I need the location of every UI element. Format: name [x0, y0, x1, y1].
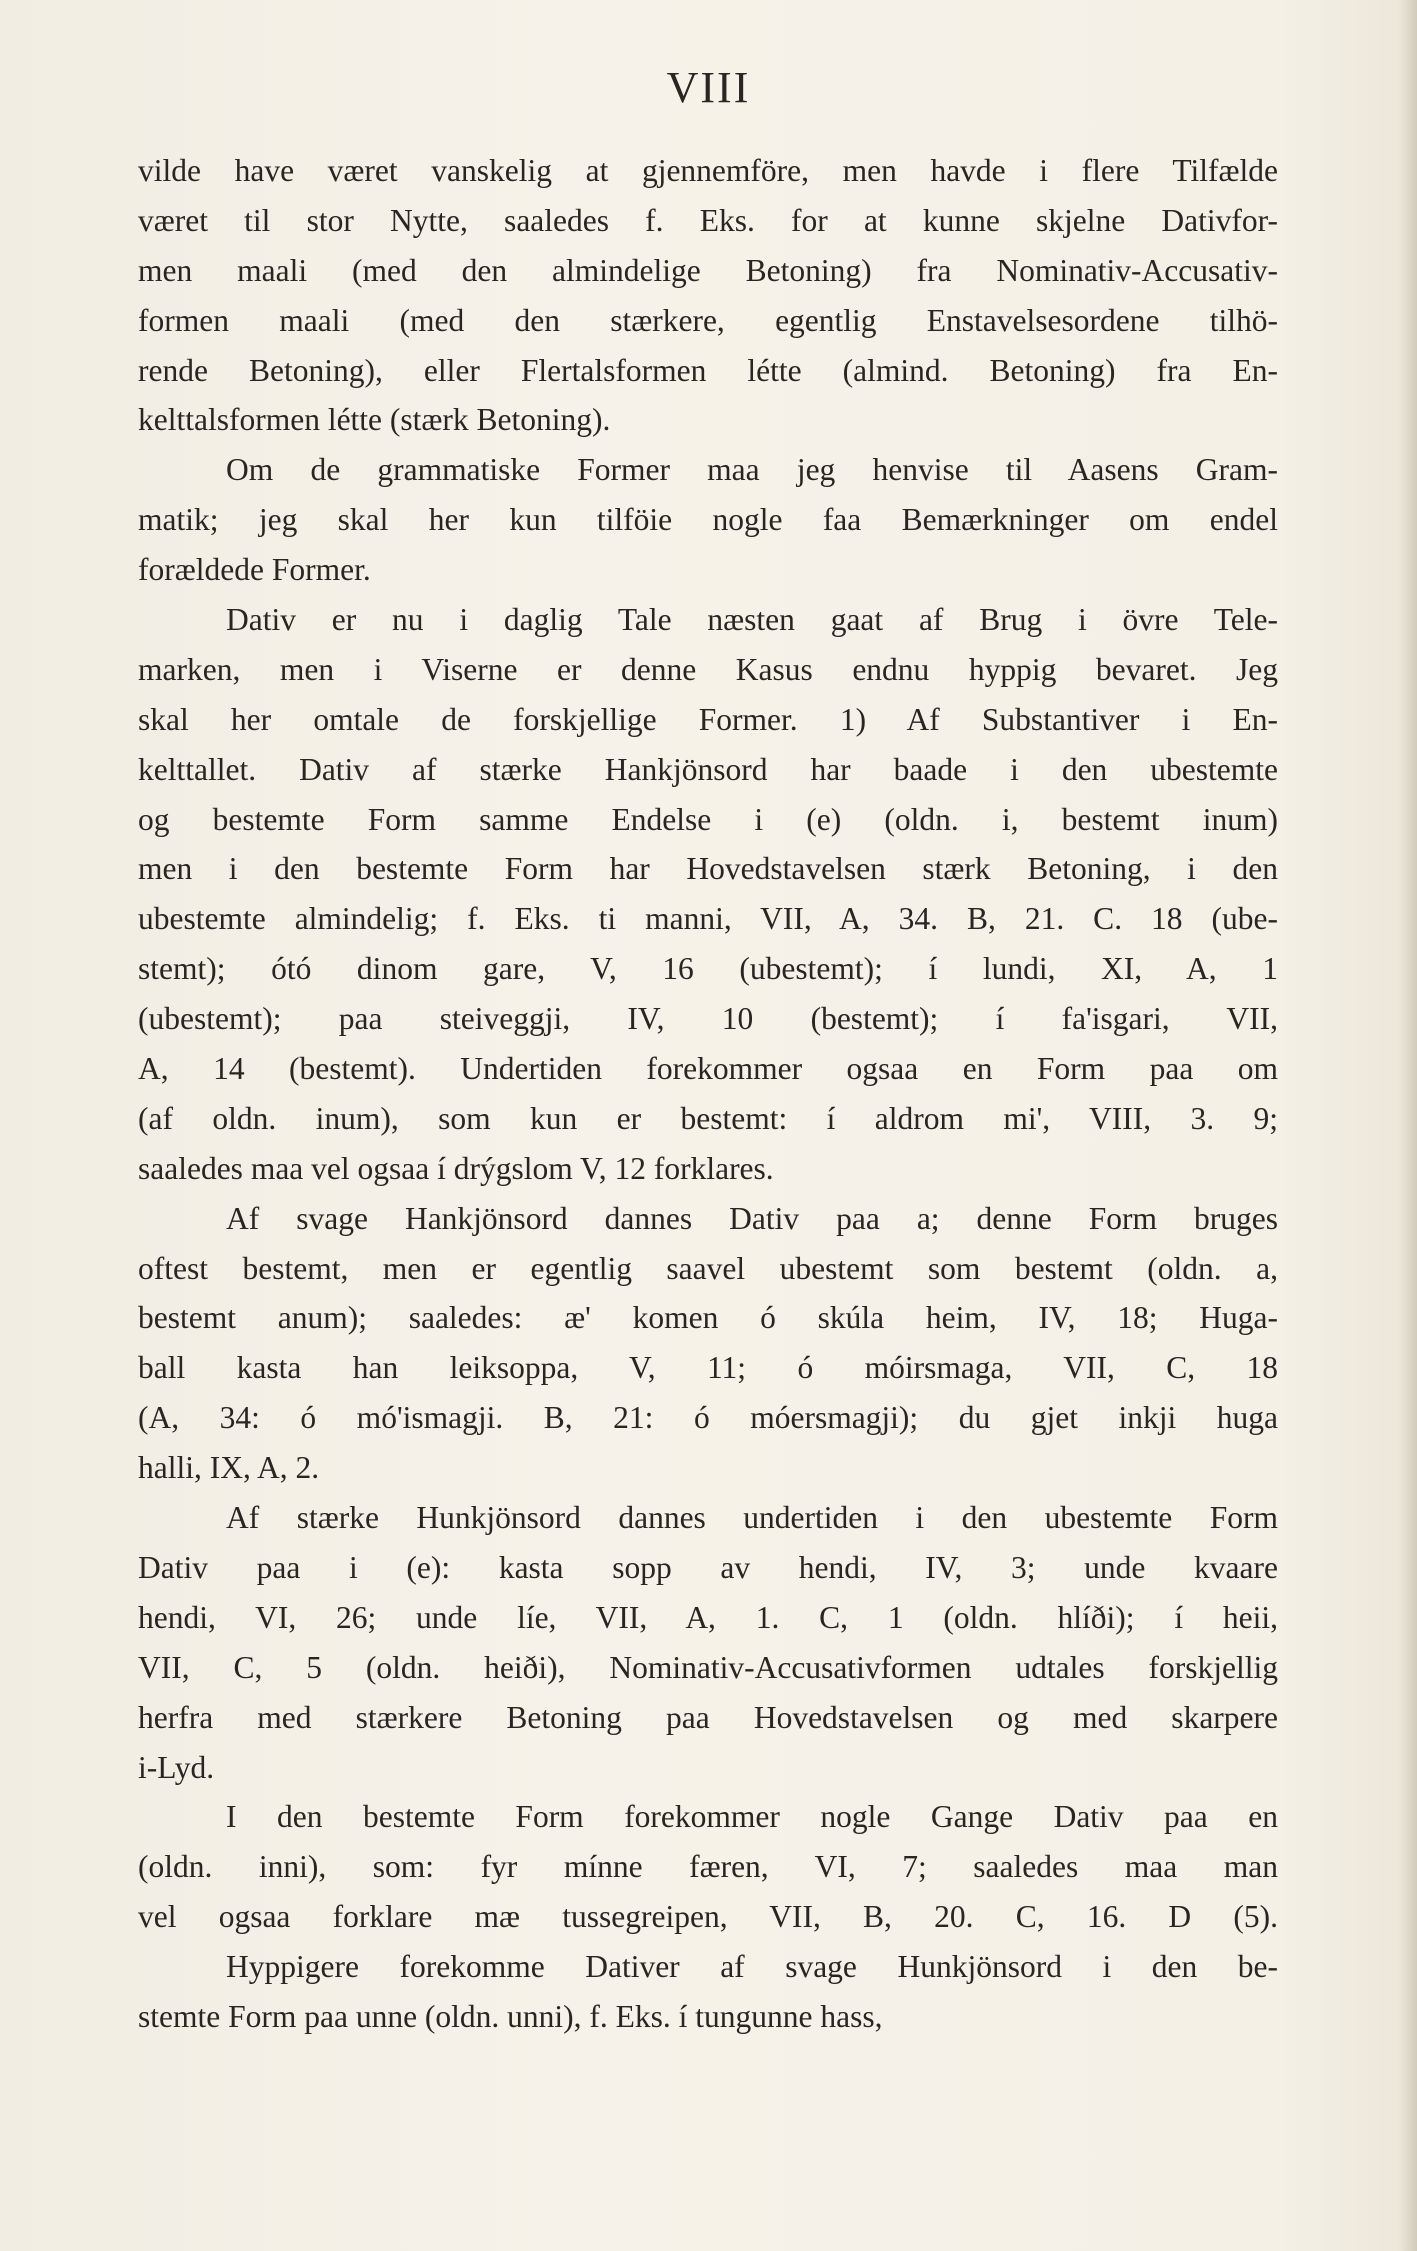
text-line: vilde have været vanskelig at gjennemföre, men havde i flere Tilfælde	[138, 153, 1278, 188]
text-line: Om de grammatiske Former maa jeg henvise til Aasens Gram-	[226, 452, 1278, 488]
text-line: i-Lyd.	[138, 1749, 215, 1785]
text-line: I den bestemte Form forekommer nogle Gange Dativ paa en	[226, 1799, 1278, 1835]
text-line: marken, men i Viserne er denne Kasus endnu hyppig bevaret. Jeg	[138, 651, 1278, 687]
text-line: skal her omtale de forskjellige Former. 1) Af Substantiver i En-	[138, 701, 1278, 737]
text-line: stemt); ótó dinom gare, V, 16 (ubestemt); í lundi, XI, A, 1	[138, 951, 1278, 987]
text-line: rende Betoning), eller Flertalsformen létte (almind. Betoning) fra En-	[138, 352, 1278, 388]
text-line: Af stærke Hunkjönsord dannes undertiden i den ubestemte Form	[226, 1500, 1278, 1536]
text-line: hendi, VI, 26; unde líe, VII, A, 1. C, 1 (oldn. hlíði); í heii,	[138, 1599, 1278, 1635]
text-line: kelttalsformen létte (stærk Betoning).	[138, 402, 611, 438]
text-line: saaledes maa vel ogsaa í drýgslom V, 12 forklares.	[138, 1150, 774, 1186]
text-line: VII, C, 5 (oldn. heiði), Nominativ-Accusativformen udtales forskjellig	[138, 1649, 1278, 1685]
text-line: matik; jeg skal her kun tilföie nogle faa Bemærkninger om endel	[138, 502, 1278, 538]
text-line: Af svage Hankjönsord dannes Dativ paa a; denne Form bruges	[226, 1200, 1278, 1236]
text-line: stemte Form paa unne (oldn. unni), f. Eks. í tungunne hass,	[138, 1998, 883, 2034]
text-line: (A, 34: ó mó'ismagji. B, 21: ó móersmagji); du gjet inkji huga	[138, 1400, 1278, 1436]
text-line: ball kasta han leiksoppa, V, 11; ó móirsmaga, VII, C, 18	[138, 1350, 1278, 1386]
body-text	[138, 146, 1278, 2042]
text-line: (ubestemt); paa steiveggji, IV, 10 (bestemt); í fa'isgari, VII,	[138, 1001, 1278, 1037]
text-line: (af oldn. inum), som kun er bestemt: í aldrom mi', VIII, 3. 9;	[138, 1100, 1278, 1136]
page-number: VIII	[666, 63, 751, 112]
text-line: forældede Former.	[138, 552, 371, 588]
text-line: Dativ er nu i daglig Tale næsten gaat af Brug i övre Tele-	[226, 602, 1278, 638]
text-line: Dativ paa i (e): kasta sopp av hendi, IV, 3; unde kvaare	[138, 1549, 1278, 1585]
text-line: og bestemte Form samme Endelse i (e) (oldn. i, bestemt inum)	[138, 801, 1278, 837]
text-line: men i den bestemte Form har Hovedstavelsen stærk Betoning, i den	[138, 851, 1278, 887]
text-line: kelttallet. Dativ af stærke Hankjönsord har baade i den ubestemte	[138, 751, 1278, 787]
text-line: været til stor Nytte, saaledes f. Eks. for at kunne skjelne Dativfor-	[138, 202, 1278, 238]
text-line: ubestemte almindelig; f. Eks. ti manni, VII, A, 34. B, 21. C. 18 (ube-	[138, 901, 1278, 937]
text-line: Hyppigere forekomme Dativer af svage Hunkjönsord i den be-	[226, 1949, 1278, 1985]
page-edge-shadow	[1399, 0, 1417, 2251]
text-line: A, 14 (bestemt). Undertiden forekommer ogsaa en Form paa om	[138, 1051, 1278, 1087]
text-line: herfra med stærkere Betoning paa Hovedstavelsen og med skarpere	[138, 1699, 1278, 1735]
text-line: (oldn. inni), som: fyr mínne færen, VI, 7; saaledes maa man	[138, 1849, 1278, 1885]
text-line: halli, IX, A, 2.	[138, 1450, 320, 1486]
text-line: formen maali (med den stærkere, egentlig Enstavelsesordene tilhö-	[138, 302, 1278, 338]
text-line: men maali (med den almindelige Betoning) fra Nominativ-Accusativ-	[138, 252, 1278, 288]
text-line: oftest bestemt, men er egentlig saavel ubestemt som bestemt (oldn. a,	[138, 1250, 1278, 1286]
text-line: bestemt anum); saaledes: æ' komen ó skúla heim, IV, 18; Huga-	[138, 1300, 1278, 1336]
text-line: vel ogsaa forklare mæ tussegreipen, VII, B, 20. C, 16. D (5).	[138, 1899, 1278, 1935]
